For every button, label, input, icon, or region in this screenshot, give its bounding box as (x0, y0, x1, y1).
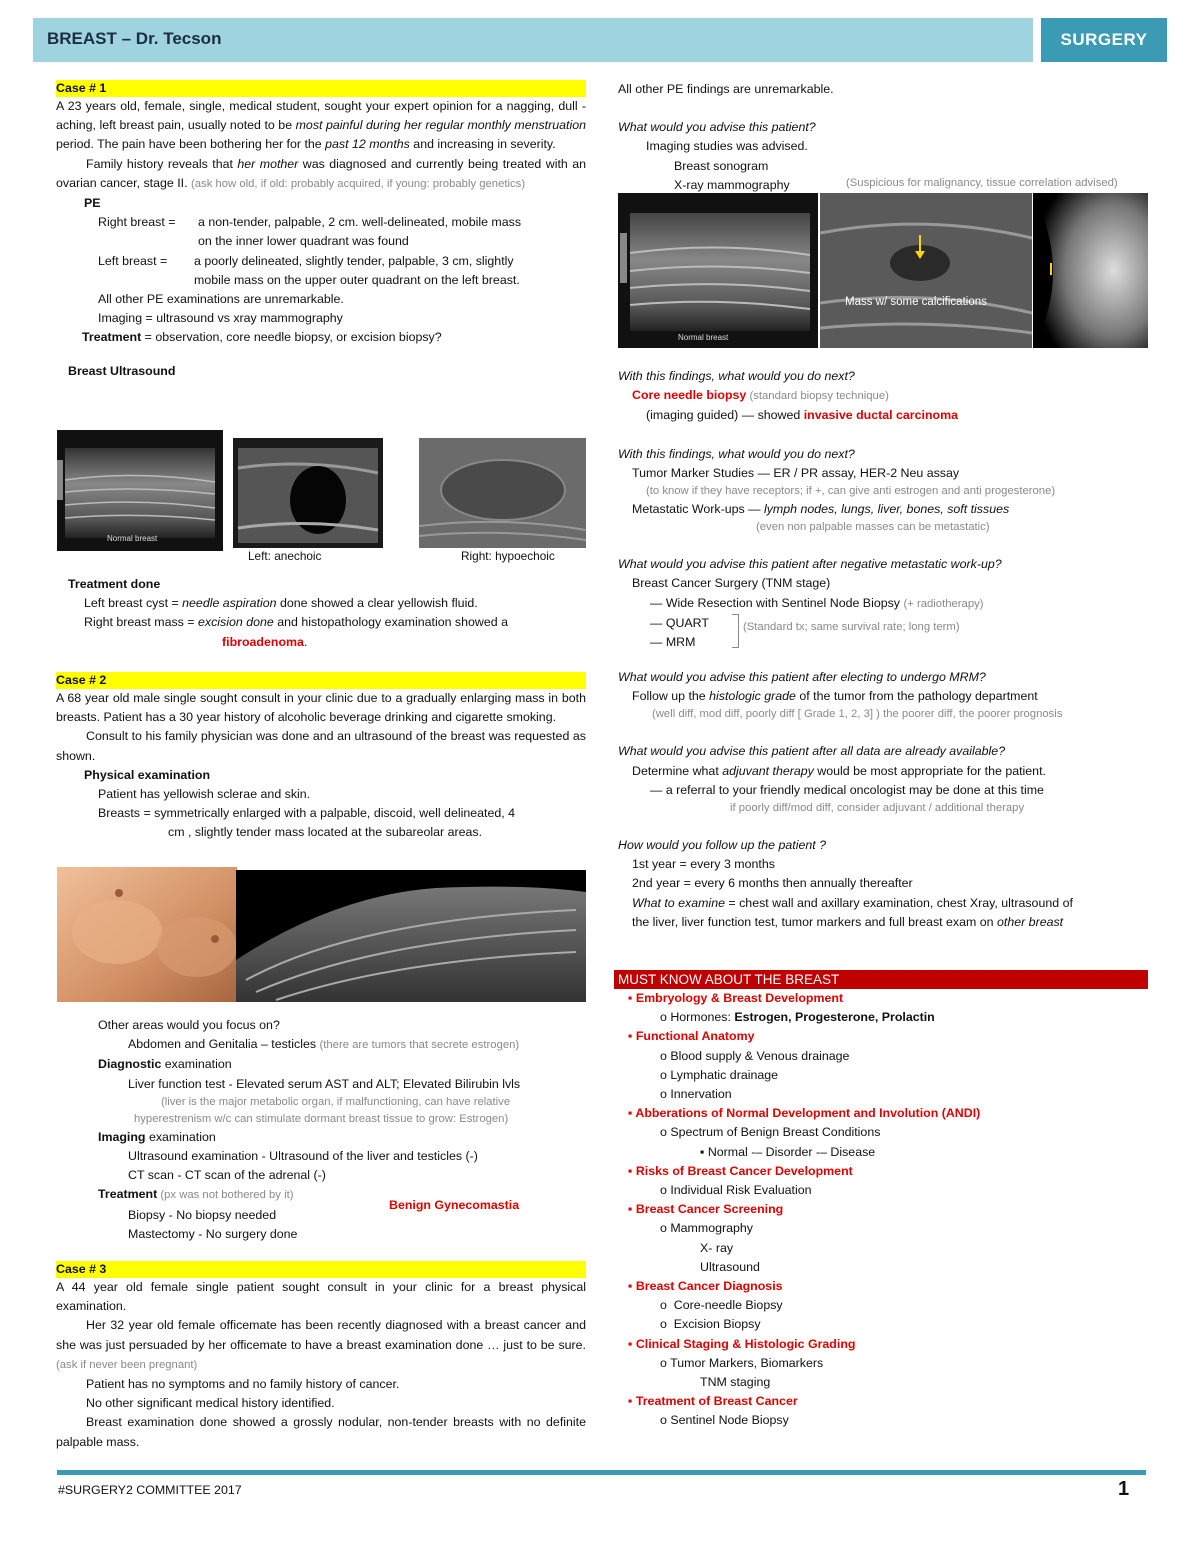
mk-item-embryology: ▪ Embryology & Breast Development (628, 991, 844, 1005)
case3-para4: No other significant medical history identified. (86, 1396, 335, 1411)
footer-rule (57, 1470, 1146, 1475)
case3-para1: A 44 year old female single patient sought consult in your clinic for a breast physical examination. (56, 1280, 586, 1314)
normal-breast-label: Normal breast (107, 534, 158, 543)
case3-para5: Breast examination done showed a grossly nodular, non-tender breasts with no definite palpable mass. (56, 1415, 586, 1449)
case2-us: Ultrasound examination - Ultrasound of the liver and testicles (-) (128, 1149, 478, 1164)
right-a4a: Breast Cancer Surgery (TNM stage) (632, 576, 831, 591)
right-a7a: 1st year = every 3 months (632, 857, 775, 872)
footer-text: #SURGERY2 COMMITTEE 2017 (58, 1483, 242, 1497)
mk-item-risks: ▪ Risks of Breast Cancer Development (628, 1163, 853, 1178)
right-a7c: What to examine = chest wall and axillary examination, chest Xray, ultrasound of (632, 895, 1073, 910)
right-a1c: X-ray mammography (674, 177, 790, 192)
mk-item-screening: ▪ Breast Cancer Screening (628, 1202, 784, 1217)
right-a6e: if poorly diff/mod diff, consider adjuvant / additional therapy (730, 802, 1025, 815)
right-a3a: Tumor Marker Studies — ER / PR assay, HER-2 Neu assay (632, 465, 960, 480)
right-a6: Determine what adjuvant therapy would be most appropriate for the patient. (632, 763, 1046, 778)
must-know-title: MUST KNOW ABOUT THE BREAST (614, 970, 1148, 989)
mk-tumor-markers: o Tumor Markers, Biomarkers (660, 1355, 824, 1370)
right-a3c: Metastatic Work-ups — lymph nodes, lungs, liver, bones, soft tissues (632, 502, 1010, 517)
hypoechoic-us-image (419, 438, 586, 548)
bracket (732, 614, 739, 648)
case1-left-breast-cont: mobile mass on the upper outer quadrant on the left breast. (194, 272, 520, 287)
right-a4e: — MRM (650, 635, 696, 650)
case2-pe1: Patient has yellowish sclerae and skin. (98, 787, 311, 802)
mk-sentinel: o Sentinel Node Biopsy (660, 1413, 789, 1428)
case3-para2: Her 32 year old female officemate has been recently diagnosed with a breast cancer and she was just persuaded by her officemate to have a breast examination done … just to be sure. (ask if never been pregnant) (56, 1318, 586, 1371)
right-a4f: (Standard tx; same survival rate; long term) (743, 621, 960, 633)
right-a1: Imaging studies was advised. (646, 139, 808, 154)
case1-right-breast: Right breast =a non-tender, palpable, 2 cm. well-delineated, mobile mass (98, 215, 522, 230)
case3-section (56, 1261, 586, 1452)
right-a4d: — QUART (650, 615, 709, 630)
normal-breast-label-2: Normal breast (678, 333, 729, 342)
treatment-done-title: Treatment done (68, 577, 161, 591)
mk-spectrum: o Spectrum of Benign Breast Conditions (660, 1125, 881, 1140)
case1-para2: Family history reveals that her mother was diagnosed and currently being treated with an ovarian cancer, stage II. (ask how old, if old: probably acquired, if young: probably genetics) (56, 156, 587, 190)
anechoic-us-image (233, 438, 383, 548)
right-a5d: (well diff, mod diff, poorly diff [ Grade 1, 2, 3] ) the poorer diff, the poorer prognosis (652, 708, 1063, 721)
case1-section (56, 80, 586, 381)
right-a3b: (to know if they have receptors; if +, can give anti estrogen and anti progesterone) (646, 485, 1056, 498)
case1-other: All other PE examinations are unremarkable. (98, 292, 344, 307)
treatment-done-line3: fibroadenoma. (222, 634, 308, 649)
case2-other: Other areas would you focus on? (98, 1018, 280, 1032)
mk-lymph: o Lymphatic drainage (660, 1067, 779, 1082)
case2-abdomen: Abdomen and Genitalia – testicles (there are tumors that secrete estrogen) (128, 1037, 520, 1052)
treatment-done-line1: Left breast cyst = needle aspiration done showed a clear yellowish fluid. (84, 596, 478, 611)
mk-item-staging: ▪ Clinical Staging & Histologic Grading (628, 1336, 856, 1351)
mk-ultrasound: Ultrasound (700, 1259, 760, 1274)
normal-breast-us-image (57, 430, 223, 551)
case1-left-breast: Left breast =a poorly delineated, slightly tender, palpable, 3 cm, slightly (98, 253, 514, 268)
mk-core-needle: o Core-needle Biopsy (660, 1298, 783, 1313)
right-q5: What would you advise this patient after electing to undergo MRM? (618, 670, 986, 684)
treatment-done-line2: Right breast mass = excision done and histopathology examination showed a (84, 615, 508, 630)
case2-diagnosis: Benign Gynecomastia (389, 1198, 520, 1212)
right-a3e: (even non palpable masses can be metastatic) (756, 521, 990, 534)
case1-us-title: Breast Ultrasound (68, 363, 176, 378)
right-q2: With this findings, what would you do next? (618, 369, 855, 383)
right-a5: Follow up the histologic grade of the tumor from the pathology department (632, 689, 1038, 704)
case2-ct: CT scan - CT scan of the adrenal (-) (128, 1168, 326, 1183)
case2-para2: Consult to his family physician was done and an ultrasound of the breast was requested as shown. (56, 729, 586, 763)
right-q6: What would you advise this patient after all data are already available? (618, 744, 1006, 759)
right-a1b: Breast sonogram (674, 158, 769, 173)
mammography-image (1033, 193, 1148, 348)
case2-section (56, 672, 586, 843)
case1-imaging: Imaging = ultrasound vs xray mammography (98, 311, 343, 326)
right-q1: What would you advise this patient? (618, 120, 816, 135)
mk-item-diagnosis: ▪ Breast Cancer Diagnosis (628, 1279, 783, 1294)
mk-excision: o Excision Biopsy (660, 1317, 761, 1332)
right-q3: With this findings, what would you do next? (618, 446, 855, 461)
must-know-section (614, 970, 1148, 1431)
right-a7e: the liver, liver function test, tumor markers and full breast exam on other breast (632, 914, 1064, 929)
mk-mammography: o Mammography (660, 1221, 753, 1236)
caption-right-hypoechoic: Right: hypoechoic (461, 549, 555, 563)
case1-para1: A 23 years old, female, single, medical student, sought your expert opinion for a nagging, dull - aching, left breast pain, usually noted to be most painful during her regular monthly menstruation period. The pain have been bothering her for the past 12 months and increasing in severity. (56, 99, 586, 152)
gynecomastia-us-image (236, 870, 586, 1002)
mk-hormones: o Hormones: Estrogen, Progesterone, Prolactin (660, 1010, 935, 1025)
case2-mastectomy: Mastectomy - No surgery done (128, 1226, 298, 1241)
right-a2: Core needle biopsy (standard biopsy technique) (632, 388, 889, 403)
case2-pe2: Breasts = symmetrically enlarged with a palpable, discoid, well delineated, 4 (98, 806, 516, 821)
right-middle-section (618, 367, 1153, 652)
case2-imaging-title: Imaging examination (98, 1129, 216, 1144)
case2-pe3: cm , slightly tender mass located at the subareolar areas. (168, 825, 483, 840)
header-title: BREAST – Dr. Tecson (47, 29, 222, 48)
right-a2c: (imaging guided) — showed invasive ductal carcinoma (646, 408, 959, 423)
mk-xray: X- ray (700, 1240, 734, 1255)
case1-treatment: Treatment = observation, core needle biopsy, or excision biopsy? (82, 330, 442, 345)
case2-lft: Liver function test - Elevated serum AST and ALT; Elevated Bilirubin lvls (128, 1076, 521, 1091)
case1-label: Case # 1 (56, 80, 586, 97)
case1-pe: PE (84, 196, 101, 211)
page-number: 1 (1118, 1478, 1130, 1500)
right-a1-note: (Suspicious for malignancy, tissue correlation advised) (846, 177, 1118, 189)
mk-risk-eval: o Individual Risk Evaluation (660, 1183, 812, 1198)
case2-lft-note2: hyperestrenism w/c can stimulate dormant breast tissue to grow: Estrogen) (134, 1112, 509, 1125)
mk-innervation: o Innervation (660, 1087, 732, 1102)
case1-right-breast-cont: on the inner lower quadrant was found (198, 234, 409, 249)
case2-para1: A 68 year old male single sought consult in your clinic due to a gradually enlarging mass in both breasts. Patient has a 30 year history of alcoholic beverage drinking and cigarette smoking. (56, 691, 586, 725)
case2-lft-note1: (liver is the major metabolic organ, if malfunctioning, can have relative (161, 1095, 511, 1108)
mk-item-anatomy: ▪ Functional Anatomy (628, 1029, 755, 1044)
mass-calcification-us-image (820, 193, 1032, 348)
case2-pe-title: Physical examination (84, 767, 211, 782)
case2-label: Case # 2 (56, 672, 586, 689)
header-badge: SURGERY (1041, 18, 1167, 62)
right-unremarkable: All other PE findings are unremarkable. (618, 82, 834, 96)
case2-biopsy: Biopsy - No biopsy needed (128, 1207, 277, 1222)
mk-item-treatment: ▪ Treatment of Breast Cancer (628, 1394, 798, 1409)
mk-normal-disorder: ▪ Normal -– Disorder -– Disease (700, 1144, 876, 1159)
case2-treatment-title: Treatment (px was not bothered by it) (98, 1187, 294, 1202)
mass-calcification-label: Mass w/ some calcifications (845, 296, 987, 308)
gynecomastia-photo (57, 867, 237, 1002)
right-a7b: 2nd year = every 6 months then annually thereafter (632, 876, 913, 891)
mk-blood: o Blood supply & Venous drainage (660, 1048, 850, 1063)
normal-breast-us-image-2 (618, 193, 818, 348)
right-a4b: — Wide Resection with Sentinel Node Biopsy (+ radiotherapy) (650, 595, 984, 610)
mk-tnm: TNM staging (700, 1375, 771, 1390)
right-q7: How would you follow up the patient ? (618, 838, 827, 853)
case1-treatment-done (56, 575, 586, 652)
header-bar (33, 18, 1033, 62)
right-q4: What would you advise this patient after negative metastatic work-up? (618, 557, 1002, 572)
right-lower-section (618, 668, 1158, 932)
case3-para3: Patient has no symptoms and no family history of cancer. (86, 1377, 400, 1392)
case2-dx-title: Diagnostic examination (98, 1057, 232, 1072)
caption-left-anechoic: Left: anechoic (248, 549, 322, 563)
right-a6d: — a referral to your friendly medical oncologist may be done at this time (650, 782, 1044, 797)
case3-label: Case # 3 (56, 1261, 586, 1278)
mk-item-andi: ▪ Abberations of Normal Development and Involution (ANDI) (628, 1106, 981, 1121)
